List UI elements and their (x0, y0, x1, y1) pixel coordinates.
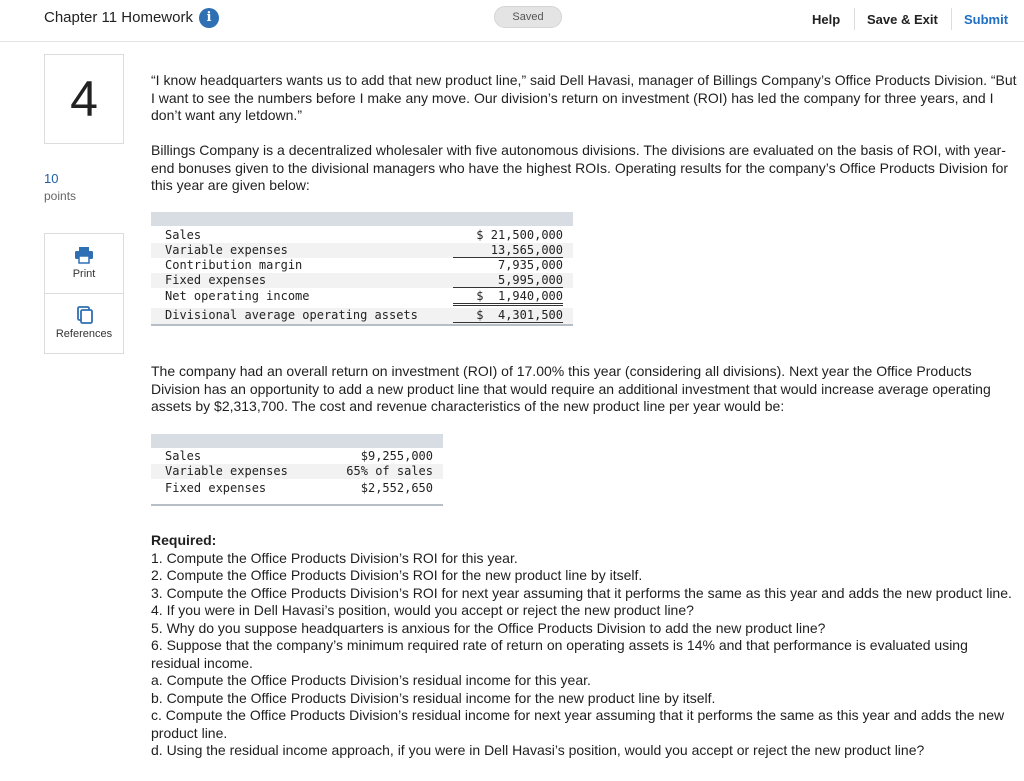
requirement-item: b. Compute the Office Products Division’s residual income for the new product line by itself. (151, 689, 716, 706)
row-label: Divisional average operating assets (165, 308, 418, 322)
requirement-item: 6. Suppose that the company’s minimum required rate of return on operating assets is 14% and that performance is evaluated using residual income. (151, 637, 968, 671)
table-header-bar (151, 434, 443, 448)
nav-divider (854, 8, 855, 30)
table-row (151, 273, 573, 288)
requirement-item: 5. Why do you suppose headquarters is anxious for the Office Products Division to add the new product line? (151, 619, 826, 636)
help-button[interactable]: Help (812, 12, 841, 27)
print-button[interactable] (45, 234, 123, 294)
row-label: Sales (165, 228, 202, 242)
intro-paragraph: “I know headquarters wants us to add that new product line,” said Dell Havasi, manager of Billings Company’s Office Products Division. “But I want to see the numbers before I make any move. Our division’s return on investment (ROI) has led the company for three years, and I don’t want any letdown.” (151, 72, 1017, 124)
tool-panel (44, 233, 124, 354)
row-value: 7,935,000 (497, 258, 563, 272)
row-value: 5,995,000 (453, 273, 563, 288)
references-button[interactable] (45, 294, 123, 354)
new-product-line-table (151, 434, 443, 512)
row-value: $2,552,650 (360, 481, 433, 495)
requirement-item: 2. Compute the Office Products Division’s ROI for the new product line by itself. (151, 567, 643, 583)
table-row (151, 289, 573, 304)
row-label: Variable expenses (165, 464, 288, 478)
row-label: Net operating income (165, 289, 310, 303)
table-footer-line (151, 504, 443, 506)
row-value: $ 4,301,500 (453, 308, 563, 325)
row-label: Fixed expenses (165, 481, 267, 495)
info-icon[interactable]: i (199, 8, 219, 28)
table-footer-line (151, 324, 573, 326)
nav-divider (951, 8, 952, 30)
points-value: 10 (44, 171, 59, 186)
row-value: $9,255,000 (360, 449, 433, 463)
chapter-title: Chapter 11 Homework (44, 9, 193, 26)
table-row (151, 258, 573, 273)
requirement-item: a. Compute the Office Products Division’s residual income for this year. (151, 672, 591, 688)
references-icon (74, 306, 94, 324)
new-line-paragraph: The company had an overall return on investment (ROI) of 17.00% this year (considering all divisions). Next year the Office Products Division has an opportunity to add a new product line that would require an additional investment that would increase average operating assets by $2,313,700. The cost and revenue characteristics of the new product line per year would be: (151, 363, 991, 415)
requirement-item: 4. If you were in Dell Havasi’s position, would you accept or reject the new product line? (151, 602, 694, 618)
table-row (151, 449, 443, 464)
row-label: Sales (165, 449, 202, 463)
requirements-section (151, 532, 1017, 760)
table-header-bar (151, 212, 573, 226)
company-paragraph: Billings Company is a decentralized wholesaler with five autonomous divisions. The divisions are evaluated on the basis of ROI, with year-end bonuses given to the divisional managers who have the highest ROIs. Operating results for the company’s Office Products Division for this year are given below: (151, 142, 1009, 194)
top-bar (0, 0, 1024, 42)
row-label: Fixed expenses (165, 273, 267, 287)
operating-results-table (151, 212, 573, 326)
submit-button[interactable]: Submit (964, 12, 1009, 27)
row-label: Variable expenses (165, 243, 288, 257)
row-value: 13,565,000 (453, 243, 563, 258)
references-label: References (55, 328, 113, 340)
table-row (151, 243, 573, 258)
row-value: 65% of sales (346, 464, 433, 478)
printer-icon (74, 246, 94, 264)
saved-status-badge: Saved (494, 6, 562, 28)
table-row (151, 308, 573, 324)
requirement-item: 3. Compute the Office Products Division’s ROI for next year assuming that it performs the same as this year and adds the new product line. (151, 584, 1012, 601)
question-number: 4 (44, 54, 124, 144)
points-label: points (44, 189, 77, 203)
row-value: $ 21,500,000 (476, 228, 563, 242)
save-exit-button[interactable]: Save & Exit (867, 12, 938, 27)
requirement-item: c. Compute the Office Products Division’s residual income for next year assuming that it performs the same as this year and adds the new product line. (151, 707, 1005, 741)
required-heading: Required: (151, 532, 217, 548)
row-label: Contribution margin (165, 258, 303, 272)
table-row (151, 464, 443, 479)
table-row (151, 228, 573, 243)
table-row (151, 481, 443, 496)
requirement-item: 1. Compute the Office Products Division’s ROI for this year. (151, 549, 518, 566)
row-value: $ 1,940,000 (453, 289, 563, 306)
requirement-item: d. Using the residual income approach, if you were in Dell Havasi’s position, would you accept or reject the new product line? (151, 742, 925, 758)
print-label: Print (72, 268, 96, 280)
